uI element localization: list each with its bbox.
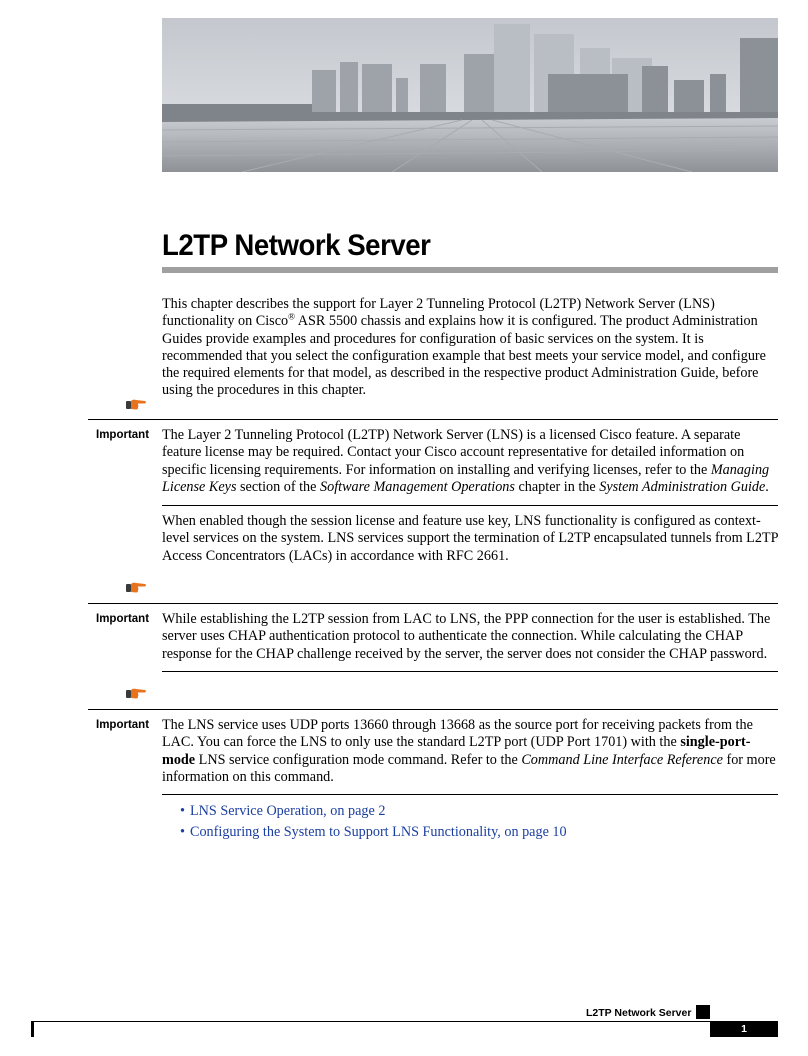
chapter-title: L2TP Network Server: [162, 229, 431, 262]
note-1-text-part-3: chapter in the: [514, 478, 600, 495]
chapter-contents-list: [180, 801, 567, 843]
footer-rule: [34, 1021, 710, 1022]
footer-chapter-label: L2TP Network Server: [586, 1007, 692, 1019]
system-administration-guide-ref: System Administration Guide: [599, 478, 766, 495]
bullet: •: [180, 824, 185, 840]
note-2-text: While establishing the L2TP session from LAC to LNS, the PPP connection for the user is established. The server uses CHAP authentication protocol to authenticate the connection. While calculating the CHAP response for the CHAP challenge received by the server, the server does not consider the CHAP password.: [162, 611, 771, 662]
note-1-text-part-1: The Layer 2 Tunneling Protocol (L2TP) Network Server (LNS) is a licensed Cisco feature. A separate feature license may be required. Contact your Cisco account representative for detailed information on specific licensing requirements. For information on installing and verifying licenses, refer to the: [162, 427, 745, 478]
single-port-mode-command: single-port-mode: [162, 734, 751, 768]
note-3-text-part-3: for more information on this command.: [162, 751, 776, 785]
note-1-text-part-2: section of the: [236, 478, 320, 495]
pointing-hand-icon: [125, 396, 147, 412]
note-3-text: [162, 717, 778, 786]
link-configuring-lns-functionality[interactable]: Configuring the System to Support LNS Functionality, on page 10: [190, 824, 567, 840]
link-lns-service-operation[interactable]: LNS Service Operation, on page 2: [190, 803, 386, 819]
note-3-label: Important: [96, 719, 150, 731]
note-3-text-part-1: The LNS service uses UDP ports 13660 through 13668 as the source port for receiving packets from the LAC. You can force the LNS to only use the standard L2TP port (UDP Port 1701) with the: [162, 717, 753, 751]
bullet: •: [180, 803, 185, 819]
intro-text-part-2: ASR 5500 chassis and explains how it is configured. The product Administration Guides provide examples and procedures for configuration of basic services on the system. It is recommended that you select the configuration example that best meets your service model, and configure the required elements for that model, as described in the respective product Administration Guide, before using the procedures in this chapter.: [162, 313, 766, 399]
pointing-hand-icon: [125, 685, 147, 701]
list-item: [180, 801, 567, 822]
note-1-text-part-4: .: [765, 478, 769, 495]
note-2-label: Important: [96, 613, 150, 625]
registered-mark: ®: [288, 311, 295, 322]
list-item: [180, 822, 567, 843]
page-number: 1: [710, 1021, 778, 1037]
note-2-bottom-rule: [162, 671, 778, 672]
note-1-label: Important: [96, 429, 150, 441]
intro-paragraph: [162, 296, 778, 400]
intro-text-part-1: This chapter describes the support for Layer 2 Tunneling Protocol (L2TP) Network Server (LNS) functionality on Cisco: [162, 296, 715, 330]
note-1-text: [162, 427, 778, 496]
title-divider: [162, 267, 778, 273]
note-1-bottom-rule: [162, 505, 778, 506]
note-3-top-rule: [88, 709, 778, 710]
footer-margin-bar: [31, 1021, 34, 1037]
cli-reference-ref: Command Line Interface Reference: [521, 751, 723, 768]
note-2-top-rule: [88, 603, 778, 604]
managing-license-keys-ref: Managing License Keys: [162, 461, 770, 495]
chapter-banner-image: [162, 18, 778, 172]
note-3-text-part-2: LNS service configuration mode command. Refer to the: [195, 751, 522, 768]
pointing-hand-icon: [125, 579, 147, 595]
note-1-top-rule: [88, 419, 778, 420]
note-3-bottom-rule: [162, 794, 778, 795]
footer-marker: [696, 1005, 710, 1019]
software-management-operations-ref: Software Management Operations: [320, 478, 515, 495]
body-paragraph: When enabled though the session license and feature use key, LNS functionality is configured as context-level services on the system. LNS services support the termination of L2TP encapsulated tunnels from L2TP Access Concentrators (LACs) in accordance with RFC 2661.: [162, 513, 778, 564]
